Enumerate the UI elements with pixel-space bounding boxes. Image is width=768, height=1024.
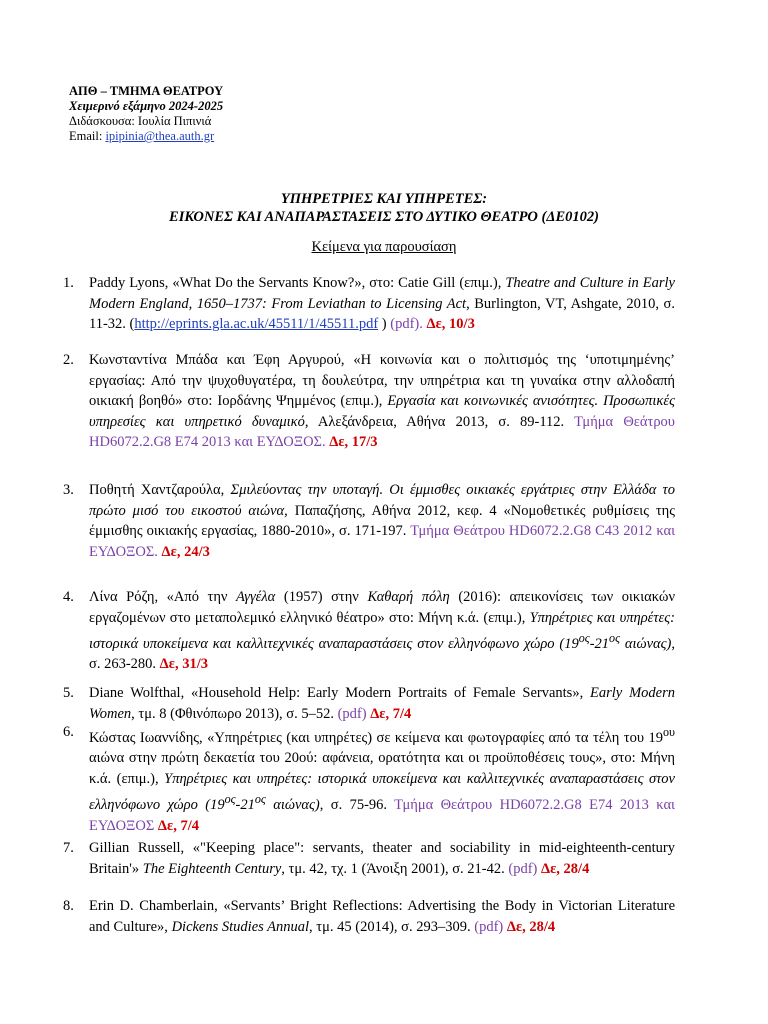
email-link[interactable]: ipipinia@thea.auth.gr bbox=[105, 129, 215, 143]
item-title: Καθαρή πόλη bbox=[367, 589, 450, 605]
library-location: Τμήμα Θεάτρου HD6072.2.G8 E74 2013 και ΕΥΔΟΞΟΣ. bbox=[89, 413, 675, 450]
pdf-link[interactable]: (pdf) bbox=[508, 860, 538, 877]
library-location: Τμήμα Θεάτρου HD6072.2.G8 C43 2012 και ΕΥΔΟΞΟΣ. bbox=[89, 523, 675, 560]
item-title: Σμιλεύοντας την υποταγή. Οι έμμισθες οικιακές εργάτριες στην Ελλάδα το πρώτο μισό του εικοστού αιώνα bbox=[89, 482, 675, 519]
reading-item-7 bbox=[63, 838, 675, 879]
item-title: Υπηρέτριες και υπηρέτες: ιστορικά υποκείμενα και καλλιτεχνικές αναπαραστάσεις στον ελληνόφωνο χώρο (19 bbox=[89, 609, 675, 652]
pdf-link[interactable]: (pdf) bbox=[474, 918, 504, 935]
item-title: -21 bbox=[589, 635, 610, 652]
pdf-link[interactable]: (pdf). bbox=[390, 316, 423, 332]
semester-line: Χειμερινό εξάμηνο 2024-2025 bbox=[69, 99, 224, 113]
item-title: Dickens Studies Annual bbox=[171, 918, 310, 935]
reading-item-8 bbox=[63, 896, 675, 937]
presentation-date: Δε, 10/3 bbox=[426, 316, 475, 332]
item-text: Erin D. Chamberlain, «Servants’ Bright Reflections: Advertising the Body in Victorian Literature and Culture», bbox=[89, 898, 675, 935]
item-text: ) bbox=[378, 316, 391, 332]
item-text: Gillian Russell, «"Keeping place": servants, theater and sociability in mid-eighteenth-century Britain'» bbox=[89, 840, 675, 877]
superscript: ος bbox=[254, 792, 266, 807]
item-title: αιώνας) bbox=[619, 635, 672, 652]
item-number: 5. bbox=[63, 685, 74, 701]
presentation-date: Δε, 31/3 bbox=[159, 656, 208, 673]
reading-item-6 bbox=[63, 722, 675, 836]
item-text: Κώστας Ιωαννίδης, «Υπηρέτριες (και υπηρέτες) σε κείμενα και φωτογραφίες από τα τέλη του 19 bbox=[89, 729, 663, 746]
item-text: , Παπαζήσης, Αθήνα 2012, κεφ. 4 «Νομοθετικές ρυθμίσεις της έμμισθης οικιακής εργασίας, 1880-2010», σ. 171-197. bbox=[89, 502, 675, 539]
item-number: 8. bbox=[63, 898, 74, 914]
item-text: , σ. 75-96. bbox=[319, 797, 395, 814]
document-title bbox=[0, 190, 768, 226]
item-text: , τμ. 8 (Φθινόπωρο 2013), σ. 5–52. bbox=[131, 705, 338, 722]
item-title: αιώνας) bbox=[265, 797, 320, 814]
section-subtitle: Κείμενα για παρουσίαση bbox=[311, 239, 457, 255]
item-title: -21 bbox=[235, 797, 255, 814]
presentation-date: Δε, 17/3 bbox=[329, 434, 378, 450]
superscript: ου bbox=[662, 725, 675, 739]
item-text: , Αλεξάνδρεια, Αθήνα 2013, σ. 89-112. bbox=[304, 413, 575, 430]
superscript: ος bbox=[609, 631, 620, 645]
presentation-date: Δε, 28/4 bbox=[541, 860, 590, 877]
superscript: ος bbox=[578, 631, 590, 645]
title-line-1: ΥΠΗΡΕΤΡΙΕΣ ΚΑΙ ΥΠΗΡΕΤΕΣ: bbox=[280, 191, 488, 207]
item-text: (2016): απεικονίσεις των οικιακών εργαζομένων στο μεταπολεμικό ελληνικό θέατρο» στο: Μήνη κ.ά. (επιμ.), bbox=[89, 589, 675, 626]
item-title: Υπηρέτριες και υπηρέτες: ιστορικά υποκείμενα και καλλιτεχνικές αναπαραστάσεις στον ελληνόφωνο χώρο (19 bbox=[89, 770, 675, 814]
item-number: 6. bbox=[63, 724, 74, 740]
reading-item-1 bbox=[63, 273, 675, 335]
item-number: 3. bbox=[63, 482, 74, 498]
course-header bbox=[69, 84, 223, 144]
item-title: Theatre and Culture in Early Modern England, 1650–1737: From Leviathan to Licensing Act bbox=[89, 275, 675, 312]
item-text: Ποθητή Χαντζαρούλα, bbox=[89, 482, 231, 498]
item-text: , τμ. 42, τχ. 1 (Άνοιξη 2001), σ. 21-42. bbox=[281, 860, 509, 877]
item-number: 1. bbox=[63, 275, 74, 291]
presentation-date: Δε, 28/4 bbox=[506, 918, 556, 935]
email-label: Email: bbox=[69, 129, 106, 143]
item-number: 4. bbox=[63, 589, 74, 605]
item-text: Paddy Lyons, «What Do the Servants Know?», στο: Catie Gill (επιμ.), bbox=[89, 275, 506, 291]
presentation-date: Δε, 7/4 bbox=[370, 705, 412, 722]
item-number: 2. bbox=[63, 352, 74, 368]
reading-item-5 bbox=[63, 683, 675, 724]
presentation-date: Δε, 7/4 bbox=[157, 817, 199, 834]
item-text: , τμ. 45 (2014), σ. 293–309. bbox=[309, 918, 475, 935]
item-text: Diane Wolfthal, «Household Help: Early Modern Portraits of Female Servants», bbox=[89, 685, 591, 701]
item-text: Κωνσταντίνα Μπάδα και Έφη Αργυρού, «Η κοινωνία και ο πολιτισμός της ‘υποτιμημένης’ εργασίας: Από την ψυχοθυγατέρα, τη δουλεύτρα, την υπηρέτρια και τη γυναίκα στην αλλοδαπή οικιακή βοηθό» στο: Ιορδάνης Ψημμένος (επιμ.), bbox=[89, 352, 675, 409]
title-line-2: ΕΙΚΟΝΕΣ ΚΑΙ ΑΝΑΠΑΡΑΣΤΑΣΕΙΣ ΣΤΟ ΔΥΤΙΚΟ ΘΕΑΤΡΟ (ΔΕ0102) bbox=[169, 209, 599, 225]
item-title: Αγγέλα bbox=[236, 589, 276, 605]
item-text: , Burlington, VT, Ashgate, 2010, σ. 11-32. ( bbox=[89, 295, 675, 332]
pdf-link[interactable]: (pdf) bbox=[337, 705, 367, 722]
item-text: , σ. 263-280. bbox=[89, 635, 675, 673]
item-number: 7. bbox=[63, 840, 74, 856]
item-title: The Eighteenth Century bbox=[142, 860, 282, 877]
reading-item-4 bbox=[63, 587, 675, 675]
reading-item-2 bbox=[63, 350, 675, 453]
pdf-url-link[interactable]: http://eprints.gla.ac.uk/45511/1/45511.pdf bbox=[134, 316, 379, 332]
reading-item-3 bbox=[63, 480, 675, 562]
item-text: αιώνα στην πρώτη δεκαετία του 20ού: αφάνεια, ορατότητα και οι προϋποθέσεις τους», στο: Μήνη κ.ά. (επιμ.), bbox=[89, 750, 675, 787]
library-location: Τμήμα Θεάτρου HD6072.2.G8 E74 2013 και ΕΥΔΟΞΟΣ bbox=[89, 797, 675, 834]
instructor-line: Διδάσκουσα: Ιουλία Πιπινιά bbox=[69, 114, 212, 128]
presentation-date: Δε, 24/3 bbox=[161, 543, 210, 560]
superscript: ος bbox=[224, 792, 236, 807]
email-line bbox=[69, 129, 223, 144]
item-title: Εργασία και κοινωνικές ανισότητες. Προσωπικές υπηρεσίες και υπηρετικό δυναμικό bbox=[89, 393, 675, 430]
item-title: Early Modern Women bbox=[89, 685, 675, 722]
item-text: (1957) στην bbox=[275, 589, 368, 605]
department-line: ΑΠΘ – ΤΜΗΜΑ ΘΕΑΤΡΟΥ bbox=[69, 84, 224, 98]
item-text: Λίνα Ρόζη, «Από την bbox=[89, 589, 237, 605]
